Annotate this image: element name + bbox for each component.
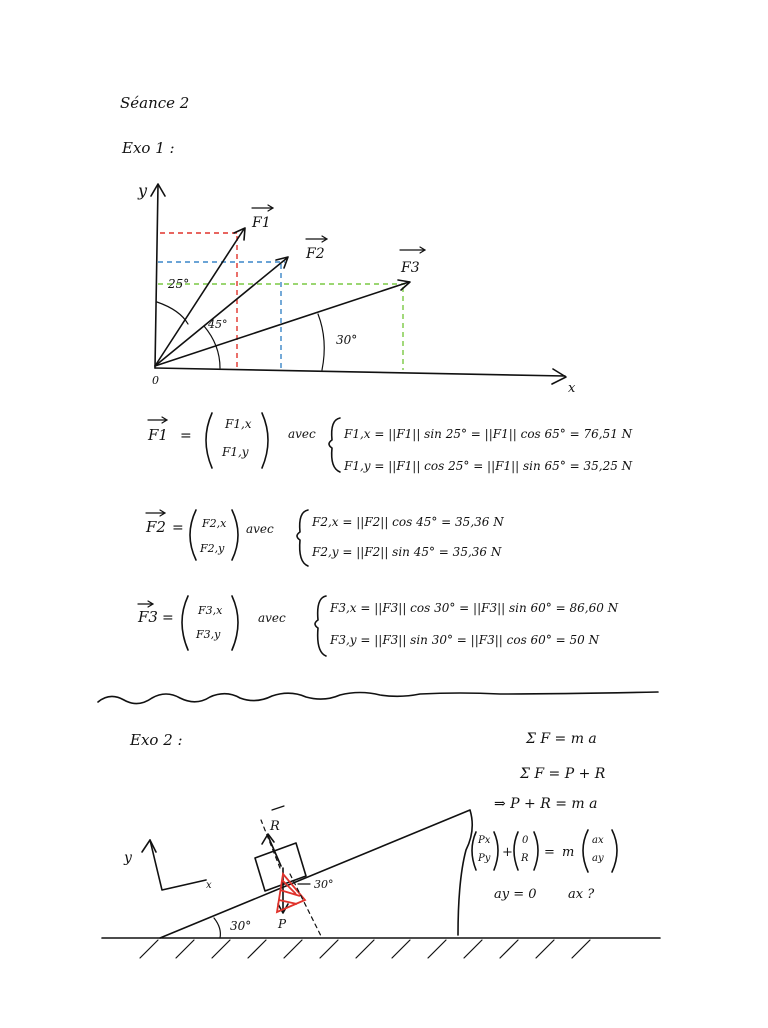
angle-25-arc [157, 302, 188, 324]
ay-zero: ay = 0 [494, 887, 537, 902]
f3-vector [155, 282, 409, 366]
f3-left-paren [182, 596, 188, 650]
matrix-m: m [562, 845, 575, 860]
matrix-r-right [534, 832, 538, 870]
matrix-a-x: ax [592, 835, 604, 846]
page-title: Séance 2 [120, 94, 190, 112]
exo2-title: Exo 2 : [130, 731, 183, 749]
matrix-p-left [472, 832, 476, 870]
r-vector [268, 836, 281, 866]
f2-brace [297, 510, 308, 566]
y-axis [155, 185, 158, 368]
x-axis [155, 368, 565, 376]
r-label: R [270, 819, 280, 834]
angle-30-arc [318, 314, 324, 370]
f2-equations [145, 510, 504, 566]
slope-angle-arc [214, 918, 220, 938]
matrix-a-right [612, 830, 617, 872]
f3-avec: avec [258, 611, 286, 625]
f1-comp-x: F1,x [225, 417, 252, 431]
exo2-eq1: Σ F = m a [526, 731, 597, 747]
incline-diagram [102, 806, 660, 958]
matrix-p-right [494, 832, 498, 870]
f1-vector [155, 229, 244, 366]
f3-equations [137, 596, 619, 656]
f2-comp-x: F2,x [202, 517, 227, 530]
f3-equals: = [162, 610, 174, 626]
f1-equations [147, 413, 633, 473]
local-y-arrow-icon [142, 840, 156, 852]
matrix-r-left [514, 832, 518, 870]
f3-brace [315, 596, 326, 656]
exo2-eq2: Σ F = P + R [520, 766, 606, 782]
matrix-r-x: 0 [522, 835, 529, 846]
ground-hatching [140, 940, 590, 958]
f1-eq-arrow-icon [148, 417, 167, 423]
p-label: P [278, 917, 287, 931]
f2-vector [155, 258, 287, 366]
x-axis-label: x [568, 381, 576, 396]
exo2-eq3: ⇒ P + R = m a [494, 796, 598, 812]
slope-angle-label: 30° [230, 919, 252, 933]
matrix-a-left [583, 830, 588, 872]
matrix-equals: = [544, 845, 555, 860]
f3-vector-label: F3 [138, 608, 158, 626]
f2-eq-arrow-icon [146, 510, 165, 516]
f2-line-x: F2,x = ||F2|| cos 45° = 35,36 N [312, 515, 504, 529]
f1-vector-label: F1 [148, 426, 168, 444]
force-diagram [137, 181, 576, 396]
f3-line-x: F3,x = ||F3|| cos 30° = ||F3|| sin 60° = 86,60 N [330, 601, 619, 615]
f1-comp-y: F1,y [222, 445, 249, 459]
f3-comp-x: F3,x [198, 604, 223, 617]
f3-eq-arrow-icon [138, 601, 153, 607]
matrix-r-y: R [521, 853, 529, 864]
angle-45-label: 45° [208, 318, 228, 331]
f1-label-arrow-icon [252, 205, 273, 211]
f2-label: F2 [306, 246, 325, 262]
f1-avec: avec [288, 427, 316, 441]
f1-left-paren [206, 413, 212, 468]
local-axes [150, 840, 206, 890]
f2-line-y: F2,y = ||F2|| sin 45° = 35,36 N [312, 545, 502, 559]
f2-avec: avec [246, 522, 274, 536]
f1-equals: = [180, 428, 192, 444]
f1-right-paren [262, 413, 268, 468]
incline-plane [160, 810, 472, 938]
exo1-title: Exo 1 : [122, 139, 175, 157]
matrix-p-y: Py [478, 853, 491, 864]
ax-question: ax ? [568, 887, 595, 902]
p-angle-label: 30° [314, 878, 334, 891]
f1-line-x: F1,x = ||F1|| sin 25° = ||F1|| cos 65° = 76,51 N [344, 427, 633, 441]
origin-label: 0 [152, 374, 159, 387]
f2-vector-label: F2 [146, 518, 166, 536]
r-label-bar [272, 806, 284, 810]
section-separator [98, 692, 658, 704]
f3-label: F3 [401, 260, 420, 276]
f3-comp-y: F3,y [196, 628, 221, 641]
f2-label-arrow-icon [306, 236, 327, 242]
local-y-label: y [124, 850, 132, 866]
f2-right-paren [232, 510, 238, 560]
f1-line-y: F1,y = ||F1|| cos 25° = ||F1|| sin 65° = 35,25 N [344, 459, 633, 473]
matrix-a-y: ay [592, 853, 604, 864]
r-arrow-icon [262, 834, 274, 844]
exo2-equations [472, 731, 617, 902]
f3-label-arrow-icon [400, 247, 425, 253]
f3-right-paren [232, 596, 238, 650]
f2-comp-y: F2,y [200, 542, 225, 555]
f2-equals: = [172, 520, 184, 536]
local-x-label: x [206, 880, 212, 891]
y-axis-label: y [138, 181, 148, 200]
angle-30-label: 30° [336, 333, 358, 347]
f1-label: F1 [252, 215, 271, 231]
f3-line-y: F3,y = ||F3|| sin 30° = ||F3|| cos 60° = 50 N [330, 633, 600, 647]
matrix-plus: + [502, 845, 513, 860]
f1-brace [329, 418, 340, 472]
f2-left-paren [190, 510, 196, 560]
angle-25-label: 25° [168, 277, 190, 291]
matrix-p-x: Px [478, 835, 491, 846]
